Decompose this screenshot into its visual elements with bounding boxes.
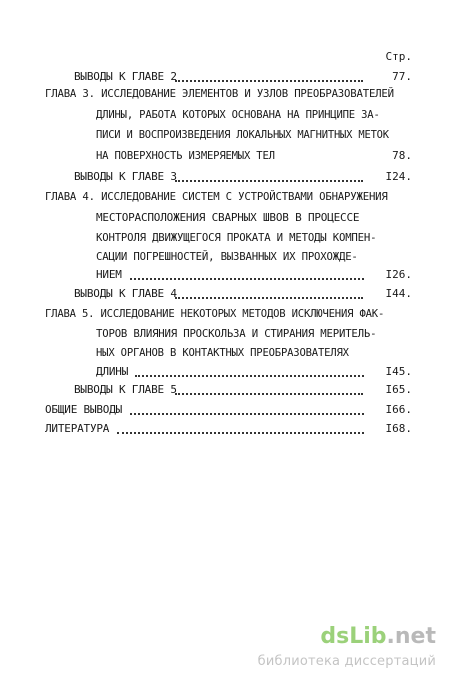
toc-entry-page: I66. (385, 403, 412, 416)
watermark-logo-main: dsLib (320, 624, 387, 649)
dot-leader (175, 174, 363, 182)
toc-entry-title-line: ТОРОВ ВЛИЯНИЯ ПРОСКОЛЬЗА И СТИРАНИЯ МЕРИТЕЛЬ- (96, 327, 377, 340)
toc-entry-page: I65. (385, 383, 412, 396)
toc-entry-title-line: НИЕМ (96, 268, 122, 281)
toc-entry-page: 78. (392, 149, 412, 162)
toc-entry-page: I24. (385, 170, 412, 183)
toc-entry-title: ЛИТЕРАТУРА (45, 422, 110, 435)
toc-entry-title: ВЫВОДЫ К ГЛАВЕ 4 (74, 287, 177, 300)
toc-entry-title: ВЫВОДЫ К ГЛАВЕ 3 (74, 170, 177, 183)
toc-entry-title-line: МЕСТОРАСПОЛОЖЕНИЯ СВАРНЫХ ШВОВ В ПРОЦЕССЕ (96, 211, 360, 224)
toc-entry-title-line: ДЛИНЫ (96, 365, 129, 378)
watermark-logo-tld: .net (386, 624, 436, 649)
watermark-logo (320, 624, 436, 650)
toc-entry-title: ВЫВОДЫ К ГЛАВЕ 5 (74, 383, 177, 396)
toc-entry-page: I45. (385, 365, 412, 378)
toc-entry-title-line: ПИСИ И ВОСПРОИЗВЕДЕНИЯ ЛОКАЛЬНЫХ МАГНИТНЫХ МЕТОК (96, 128, 389, 141)
dot-leader (130, 407, 364, 415)
toc-entry-title-line: НЫХ ОРГАНОВ В КОНТАКТНЫХ ПРЕОБРАЗОВАТЕЛЯХ (96, 346, 349, 359)
toc-entry-title-line: ГЛАВА 3. ИССЛЕДОВАНИЕ ЭЛЕМЕНТОВ И УЗЛОВ ПРЕОБРАЗОВАТЕЛЕЙ (45, 87, 394, 100)
toc-entry-title-line: ГЛАВА 4. ИССЛЕДОВАНИЕ СИСТЕМ С УСТРОЙСТВАМИ ОБНАРУЖЕНИЯ (45, 190, 388, 203)
toc-entry-title-line: ДЛИНЫ, РАБОТА КОТОРЫХ ОСНОВАНА НА ПРИНЦИПЕ ЗА- (96, 108, 380, 121)
dot-leader (175, 387, 363, 395)
page-column-header: Стр. (385, 50, 412, 63)
dot-leader (175, 291, 363, 299)
toc-entry-page: 77. (392, 70, 412, 83)
dot-leader (135, 369, 364, 377)
toc-entry-title-line: САЦИИ ПОГРЕШНОСТЕЙ, ВЫЗВАННЫХ ИХ ПРОХОЖДЕ- (96, 250, 358, 263)
toc-entry-title-line: ГЛАВА 5. ИССЛЕДОВАНИЕ НЕКОТОРЫХ МЕТОДОВ ИСКЛЮЧЕНИЯ ФАК- (45, 307, 385, 320)
dot-leader (130, 272, 364, 280)
watermark-subtitle: библиотека диссертаций (257, 654, 436, 669)
dot-leader (117, 426, 364, 434)
toc-entry-title-line: КОНТРОЛЯ ДВИЖУЩЕГОСЯ ПРОКАТА И МЕТОДЫ КОМПЕН- (96, 231, 377, 244)
toc-entry-page: I68. (385, 422, 412, 435)
toc-entry-title: ВЫВОДЫ К ГЛАВЕ 2 (74, 70, 177, 83)
toc-entry-page: I26. (385, 268, 412, 281)
toc-entry-page: I44. (385, 287, 412, 300)
toc-entry-title-line: НА ПОВЕРХНОСТЬ ИЗМЕРЯЕМЫХ ТЕЛ (96, 149, 275, 162)
dot-leader (175, 74, 363, 82)
toc-entry-title: ОБЩИЕ ВЫВОДЫ (45, 403, 123, 416)
watermark (236, 620, 436, 676)
